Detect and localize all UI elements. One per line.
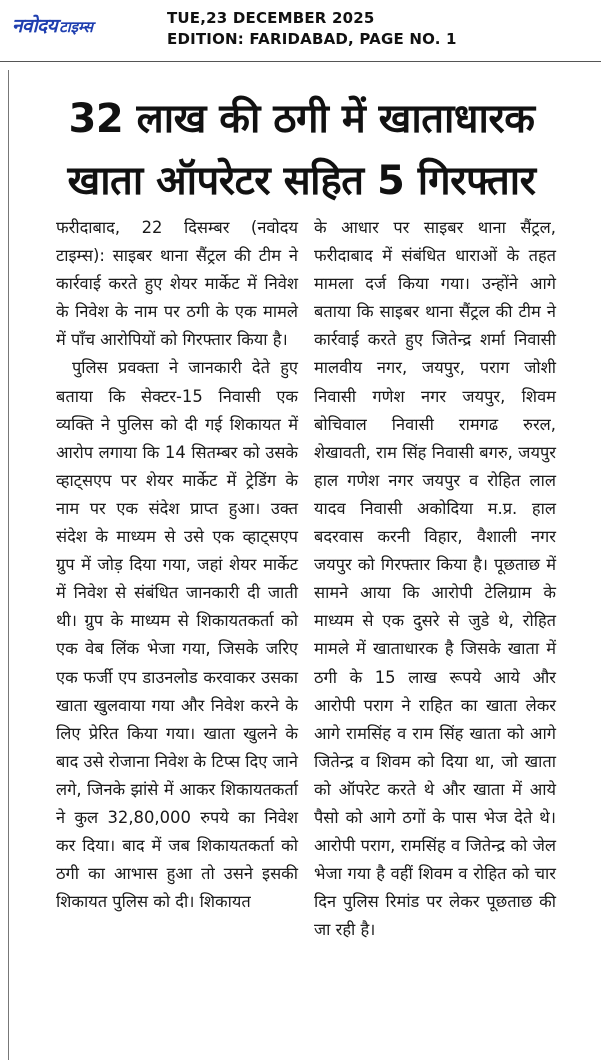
headline-line-2: खाता ऑपरेटर सहित 5 गिरफ्तार bbox=[67, 158, 536, 204]
article-column-right bbox=[314, 214, 556, 944]
issue-date: TUE,23 DECEMBER 2025 bbox=[167, 9, 375, 27]
newspaper-logo bbox=[12, 12, 93, 38]
article-paragraph: फरीदाबाद, 22 दिसम्बर (नवोदय टाइम्स): साइबर थाना सैंट्रल की टीम ने कार्रवाई करते हुए शेयर मार्केट में निवेश के निवेश के नाम पर ठगी के एक मामले में पाँच आरोपियों को गिरफ्तार किया है। bbox=[56, 218, 298, 350]
page-header bbox=[0, 0, 601, 62]
logo-main-text: नवोदय bbox=[12, 15, 58, 37]
article-column-left bbox=[56, 214, 298, 916]
article-paragraph: के आधार पर साइबर थाना सैंट्रल, फरीदाबाद में संबंधित धाराओं के तहत मामला दर्ज किया गया। उन्होंने आगे बताया कि साइबर थाना सैंट्रल की टीम ने कार्रवाई करते हुए जितेन्द्र शर्मा निवासी मालवीय नगर, जयपुर, पराग जोशी निवासी गणेश नगर जयपुर, शिवम बोचिवाल निवासी रामगढ रुरल, शेखावती, राम सिंह निवासी बगरु, जयपुर हाल गणेश नगर जयपुर व रोहित लाल यादव निवासी अकोदिया म.प्र. हाल बदरवास करनी विहार, वैशाली नगर जयपुर को गिरफ्तार किया है। पूछताछ में सामने आया कि आरोपी टेलिग्राम के माध्यम से एक दुसरे से जुडे थे, रोहित मामले में खाताधारक है जिसके खाता में ठगी के 15 लाख रूपये आये और आरोपी पराग ने राहित का खाता लेकर आगे रामसिंह व राम सिंह खाता को आगे जितेन्द्र व शिवम को दिया था, जो खाता को ऑपरेट करते थे और खाता में आये पैसो को आगे ठगों के पास भेज देते थे। आरोपी पराग, रामसिंह व जितेन्द्र को जेल भेजा गया है वहीं शिवम व रोहित को चार दिन पुलिस रिमांड पर लेकर पूछताछ की जा रही है। bbox=[314, 218, 556, 940]
headline-line-1: 32 लाख की ठगी में खाताधारक bbox=[68, 96, 535, 142]
news-article bbox=[8, 70, 593, 1060]
article-paragraph: पुलिस प्रवक्ता ने जानकारी देते हुए बताया कि सेक्टर-15 निवासी एक व्यक्ति ने पुलिस को दी गई शिकायत में आरोप लगाया कि 14 सितम्बर को उसके व्हाट्सएप पर शेयर मार्केट में ट्रेडिंग के नाम पर एक संदेश प्राप्त हुआ। उक्त संदेश के माध्यम से उसे एक व्हाट्सएप ग्रुप में जोड़ दिया गया, जहां शेयर मार्केट में निवेश से संबंधित जानकारी दी जाती थी। ग्रुप के माध्यम से शिकायतकर्ता को एक वेब लिंक भेजा गया, जिसके जरिए एक फर्जी एप डाउनलोड करवाकर उसका खाता खुलवाया गया और निवेश करने के लिए प्रेरित किया गया। खाता खुलने के बाद उसे रोजाना निवेश के टिप्स दिए जाने लगे, जिनके झांसे में आकर शिकायतकर्ता ने कुल 32,80,000 रुपये का निवेश कर दिया। बाद में जब शिकायतकर्ता को ठगी का आभास हुआ तो उसने इसकी शिकायत पुलिस को दी। शिकायत bbox=[56, 358, 298, 912]
header-divider bbox=[0, 61, 601, 62]
edition-info: EDITION: FARIDABAD, PAGE NO. 1 bbox=[167, 30, 457, 48]
article-headline bbox=[9, 88, 594, 212]
logo-sub-text: टाइम्स bbox=[59, 18, 93, 36]
